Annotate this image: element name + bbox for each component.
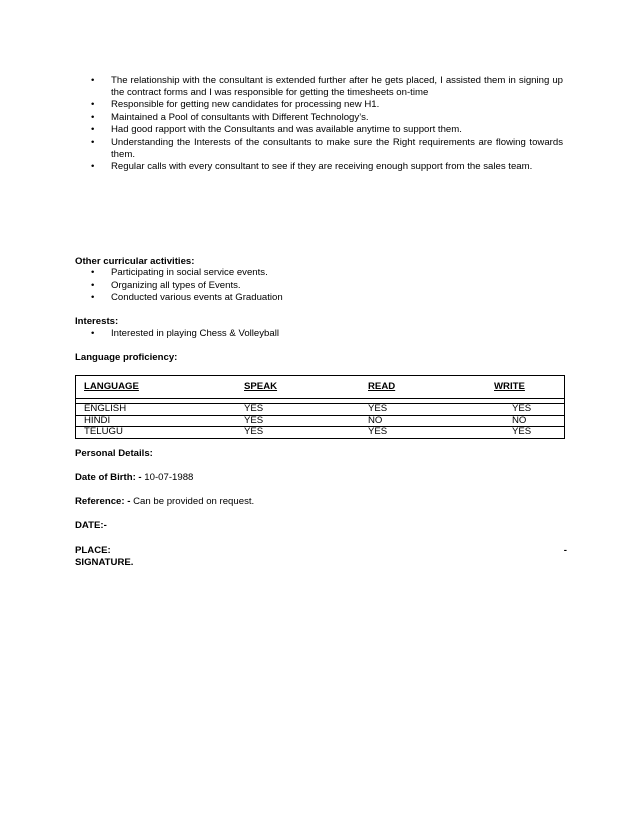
curricular-heading: Other curricular activities: bbox=[75, 256, 195, 267]
interests-list bbox=[91, 328, 279, 341]
list-item: • Interested in playing Chess & Volleyball bbox=[91, 328, 279, 339]
curricular-list bbox=[91, 267, 283, 305]
personal-details-heading: Personal Details: bbox=[75, 448, 153, 459]
experience-bullet-list bbox=[91, 75, 563, 173]
column-header-read: READ bbox=[360, 376, 480, 399]
place-dash: - bbox=[563, 545, 567, 556]
bullet-icon: • bbox=[91, 111, 95, 123]
table-header-row bbox=[76, 376, 565, 399]
bullet-icon: • bbox=[91, 124, 95, 136]
list-item: • Conducted various events at Graduation bbox=[91, 292, 283, 303]
bullet-icon: • bbox=[91, 279, 95, 291]
bullet-icon: • bbox=[91, 292, 95, 303]
interests-heading: Interests: bbox=[75, 316, 119, 327]
list-item: • Understanding the Interests of the consultants to make sure the Right requirements are flowing towards them. bbox=[91, 136, 563, 160]
list-item: • Organizing all types of Events. bbox=[91, 279, 241, 291]
list-item: • Participating in social service events. bbox=[91, 267, 268, 278]
date-of-birth: Date of Birth: - 10-07-1988 bbox=[75, 472, 194, 483]
bullet-icon: • bbox=[91, 267, 95, 278]
language-heading: Language proficiency: bbox=[75, 352, 178, 363]
signature-label: SIGNATURE. bbox=[75, 557, 134, 568]
bullet-icon: • bbox=[91, 328, 95, 339]
table-row: ENGLISH YES YES YES bbox=[76, 404, 565, 416]
date-label: DATE:- bbox=[75, 520, 107, 531]
column-header-speak: SPEAK bbox=[236, 376, 360, 399]
list-item: • Responsible for getting new candidates for processing new H1. bbox=[91, 99, 380, 111]
bullet-icon: • bbox=[91, 75, 95, 86]
bullet-icon: • bbox=[91, 99, 95, 111]
list-item: • Had good rapport with the Consultants and was available anytime to support them. bbox=[91, 124, 462, 136]
reference: Reference: - Can be provided on request. bbox=[75, 496, 255, 507]
list-item: • The relationship with the consultant is extended further after he gets placed, I assisted them in signing up the contract forms and I was responsible for getting the timesheets on-time bbox=[91, 75, 563, 98]
bullet-icon: • bbox=[91, 136, 95, 148]
bullet-icon: • bbox=[91, 161, 95, 173]
language-table bbox=[75, 375, 565, 439]
table-row: HINDI YES NO NO bbox=[76, 415, 565, 427]
list-item: • Maintained a Pool of consultants with Different Technology’s. bbox=[91, 111, 369, 123]
column-header-language: LANGUAGE bbox=[76, 376, 237, 399]
table-row: TELUGU YES YES YES bbox=[76, 427, 565, 439]
place-label: PLACE: - bbox=[75, 545, 567, 556]
column-header-write: WRITE bbox=[480, 376, 565, 399]
list-item: • Regular calls with every consultant to see if they are receiving enough support from the sales team. bbox=[91, 161, 533, 173]
